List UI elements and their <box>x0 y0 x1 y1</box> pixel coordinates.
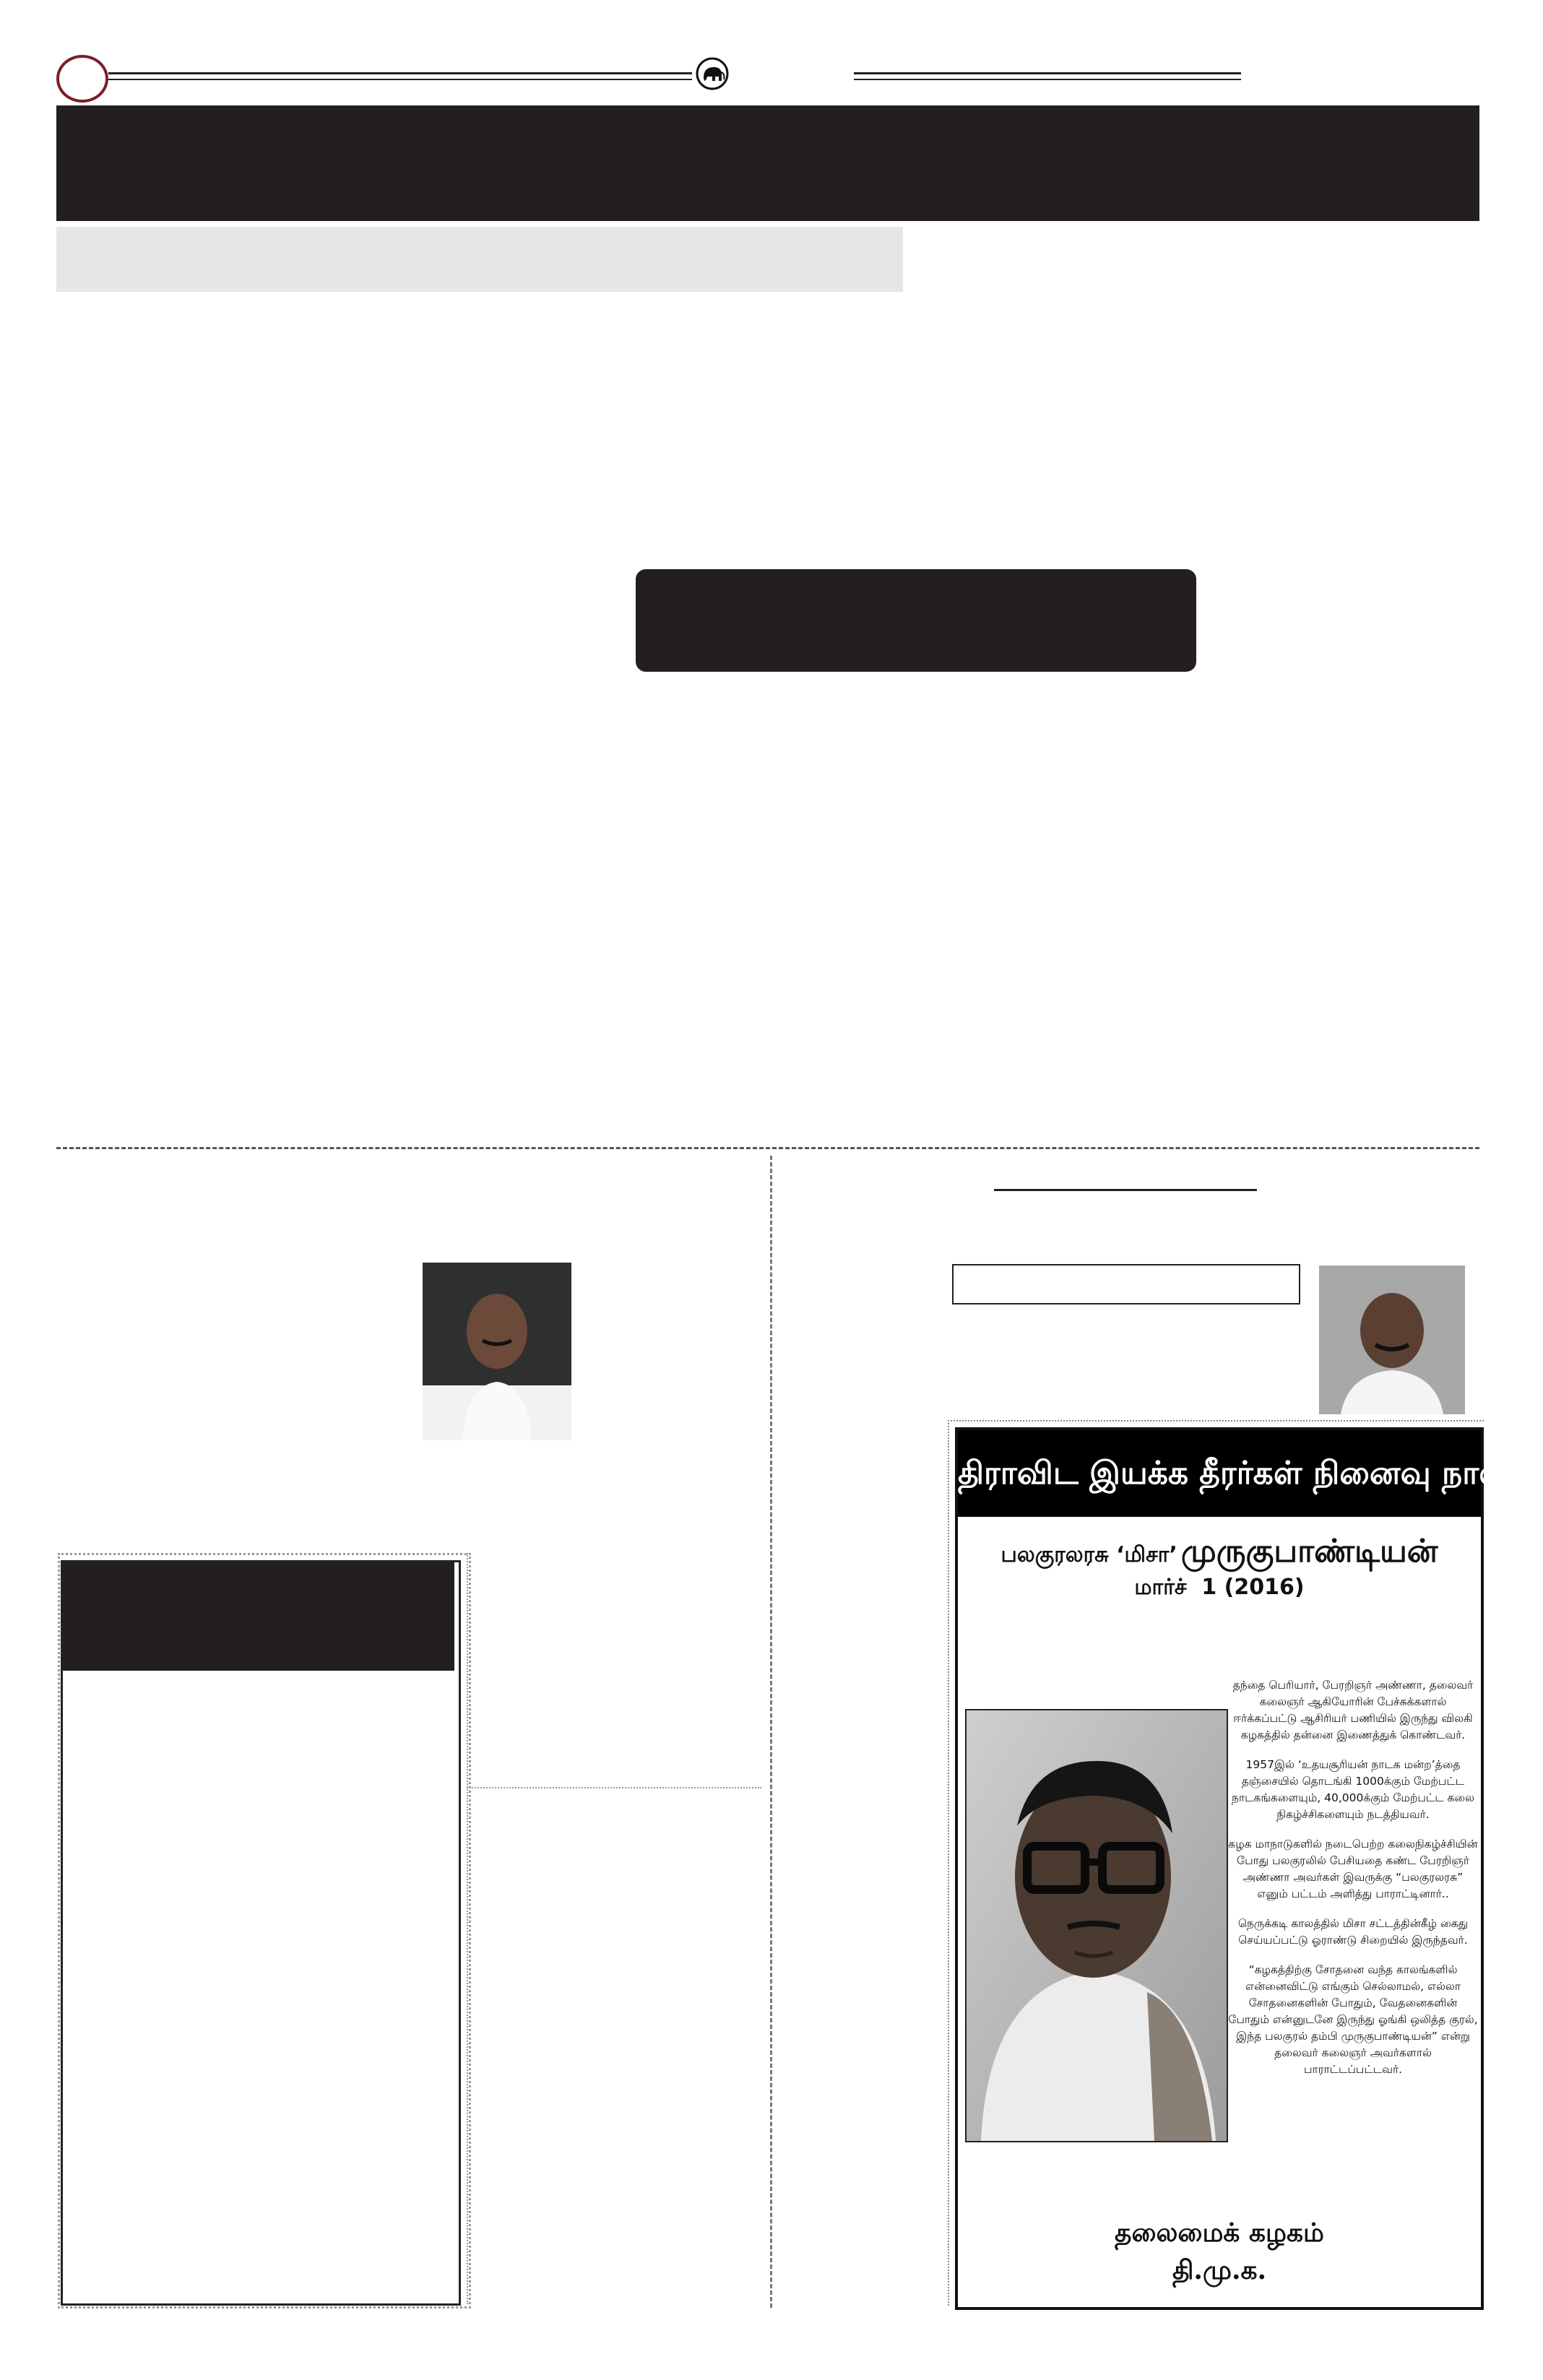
masthead-rule-left <box>108 72 692 74</box>
masthead-rule-left-thin <box>108 79 692 80</box>
memorial-date: மார்ச் 1 (2016) <box>1134 1575 1305 1600</box>
column-heading-rule <box>994 1189 1257 1191</box>
memorial-footer-line2: தி.மு.க. <box>1172 2255 1267 2285</box>
memorial-bio-paragraph: 1957இல் ‘உதயசூரியன் நாடக மன்ற’த்தை தஞ்சையில் தொடங்கி 1000க்கும் மேற்பட்ட நாடகங்களையும், 40,000க்கும் மேற்பட்ட கலை நிகழ்ச்சிகளையும் நடத்தியவர். <box>1232 1758 1474 1821</box>
page-number-badge <box>56 55 108 103</box>
memorial-banner-title: திராவிட இயக்க தீரர்கள் நினைவு நாள் <box>958 1455 1508 1492</box>
masthead-rule-right <box>854 72 1241 74</box>
elephant-emblem-icon <box>695 56 730 91</box>
sidebar-right-divider <box>467 1553 468 2304</box>
memorial-name-line <box>958 1533 1481 1574</box>
memorial-ad <box>955 1427 1508 2310</box>
section-separator <box>56 1147 1479 1149</box>
memorial-bio-paragraph: கழக மாநாடுகளில் நடைபெற்ற கலைநிகழ்ச்சியின் போது பலகுரலில் பேசியதை கண்ட பேரறிஞர் அண்ணா அவர்கள் இவருக்கு “பலகுரலரசு” எனும் பட்டம் அளித்து பாராட்டினார்.. <box>1228 1838 1478 1900</box>
portrait-photo-2 <box>1319 1265 1465 1414</box>
masthead-rule-right-thin <box>854 79 1241 80</box>
caption-box <box>952 1264 1300 1304</box>
subheadline-strip <box>56 227 903 292</box>
highlight-box <box>636 569 1196 672</box>
memorial-bio-paragraph: தந்தை பெரியார், பேரறிஞர் அண்ணா, தலைவர் கலைஞர் ஆகியோரின் பேச்சுக்களால் ஈர்க்கப்பட்டு ஆசிரியர் பணியில் இருந்து விலகி கழகத்தில் தன்னை இணைத்துக் கொண்டவர். <box>1232 1679 1474 1741</box>
portrait-photo <box>423 1263 571 1440</box>
headline-banner <box>56 105 1479 221</box>
memorial-bio-paragraph: “கழகத்திற்கு சோதனை வந்த காலங்களில் என்னைவிட்டு எங்கும் செல்லாமல், எல்லா சோதனைகளின் போதும், வேதனைகளின் போதும் என்னுடனே இருந்து ஓங்கி ஒலித்த குரல், இந்த பலகுரல் தம்பி முருகுபாண்டியன்” என்று தலைவர் கலைஞர் அவர்களால் பாராட்டப்பட்டவர். <box>1228 1963 1478 2076</box>
memorial-bio-paragraph: நெருக்கடி காலத்தில் மிசா சட்டத்தின்கீழ் கைது செய்யப்பட்டு ஓராண்டு சிறையில் இருந்தவர். <box>1237 1917 1469 1947</box>
memorial-bio <box>1227 1677 1479 2091</box>
memorial-name-prefix: பலகுரலரசு ‘மிசா’ <box>1000 1542 1177 1567</box>
column-separator <box>770 1156 772 2308</box>
memorial-banner <box>958 1430 1508 1517</box>
sidebar-frame <box>61 1560 461 2306</box>
inner-horizontal-divider <box>467 1787 761 1788</box>
memorial-name: முருகுபாண்டியன் <box>1180 1533 1438 1570</box>
sidebar-header <box>63 1562 454 1671</box>
memorial-footer-line1: தலைமைக் கழகம் <box>1115 2217 1324 2248</box>
memorial-portrait <box>965 1709 1228 2142</box>
